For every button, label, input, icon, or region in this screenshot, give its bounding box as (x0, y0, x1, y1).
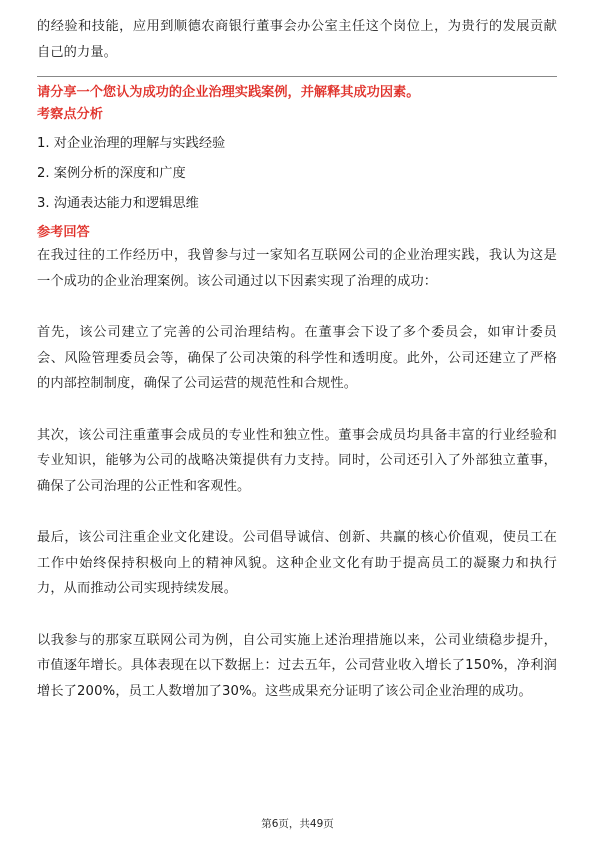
page-number: 第6页，共49页 (261, 818, 334, 830)
intro-paragraph: 的经验和技能，应用到顺德农商银行董事会办公室主任这个岗位上，为贵行的发展贡献自己的力量。 (37, 19, 557, 60)
answer-paragraph: 其次，该公司注重董事会成员的专业性和独立性。董事会成员均具备丰富的行业经验和专业知识，能够为公司的战略决策提供有力支持。同时，公司还引入了外部独立董事，确保了公司治理的公正性和客观性。 (37, 427, 557, 494)
analysis-point: 2. 案例分析的深度和广度 (37, 166, 186, 181)
paragraph-gap (37, 294, 557, 320)
analysis-points (37, 129, 557, 219)
analysis-point: 3. 沟通表达能力和逻辑思维 (37, 196, 199, 211)
answer-paragraph: 最后，该公司注重企业文化建设。公司倡导诚信、创新、共赢的核心价值观，使员工在工作中始终保持积极向上的精神风貌。这种企业文化有助于提高员工的凝聚力和执行力，从而推动公司实现持续发展。 (37, 530, 557, 596)
paragraph-gap (37, 499, 557, 525)
paragraph-gap (37, 397, 557, 423)
answer-paragraph: 首先，该公司建立了完善的公司治理结构。在董事会下设了多个委员会，如审计委员会、风险管理委员会等，确保了公司决策的科学性和透明度。此外，公司还建立了严格的内部控制制度，确保了公司运营的规范性和合规性。 (37, 325, 557, 391)
answer-title: 参考回答 (37, 225, 90, 240)
paragraph-gap (37, 602, 557, 628)
question-heading: 请分享一个您认为成功的企业治理实践案例，并解释其成功因素。 (37, 85, 420, 100)
answer-paragraph: 以我参与的那家互联网公司为例，自公司实施上述治理措施以来，公司业绩稳步提升，市值逐年增长。具体表现在以下数据上：过去五年，公司营业收入增长了150%，净利润增长了200%，员工人数增加了30%。这些成果充分证明了该公司企业治理的成功。 (37, 632, 557, 699)
document-page (37, 14, 557, 704)
analysis-point: 1. 对企业治理的理解与实践经验 (37, 136, 226, 151)
section-divider (37, 76, 557, 77)
answer-paragraph: 在我过往的工作经历中，我曾参与过一家知名互联网公司的企业治理实践，我认为这是一个成功的企业治理案例。该公司通过以下因素实现了治理的成功： (37, 248, 557, 289)
analysis-title: 考察点分析 (37, 107, 103, 122)
